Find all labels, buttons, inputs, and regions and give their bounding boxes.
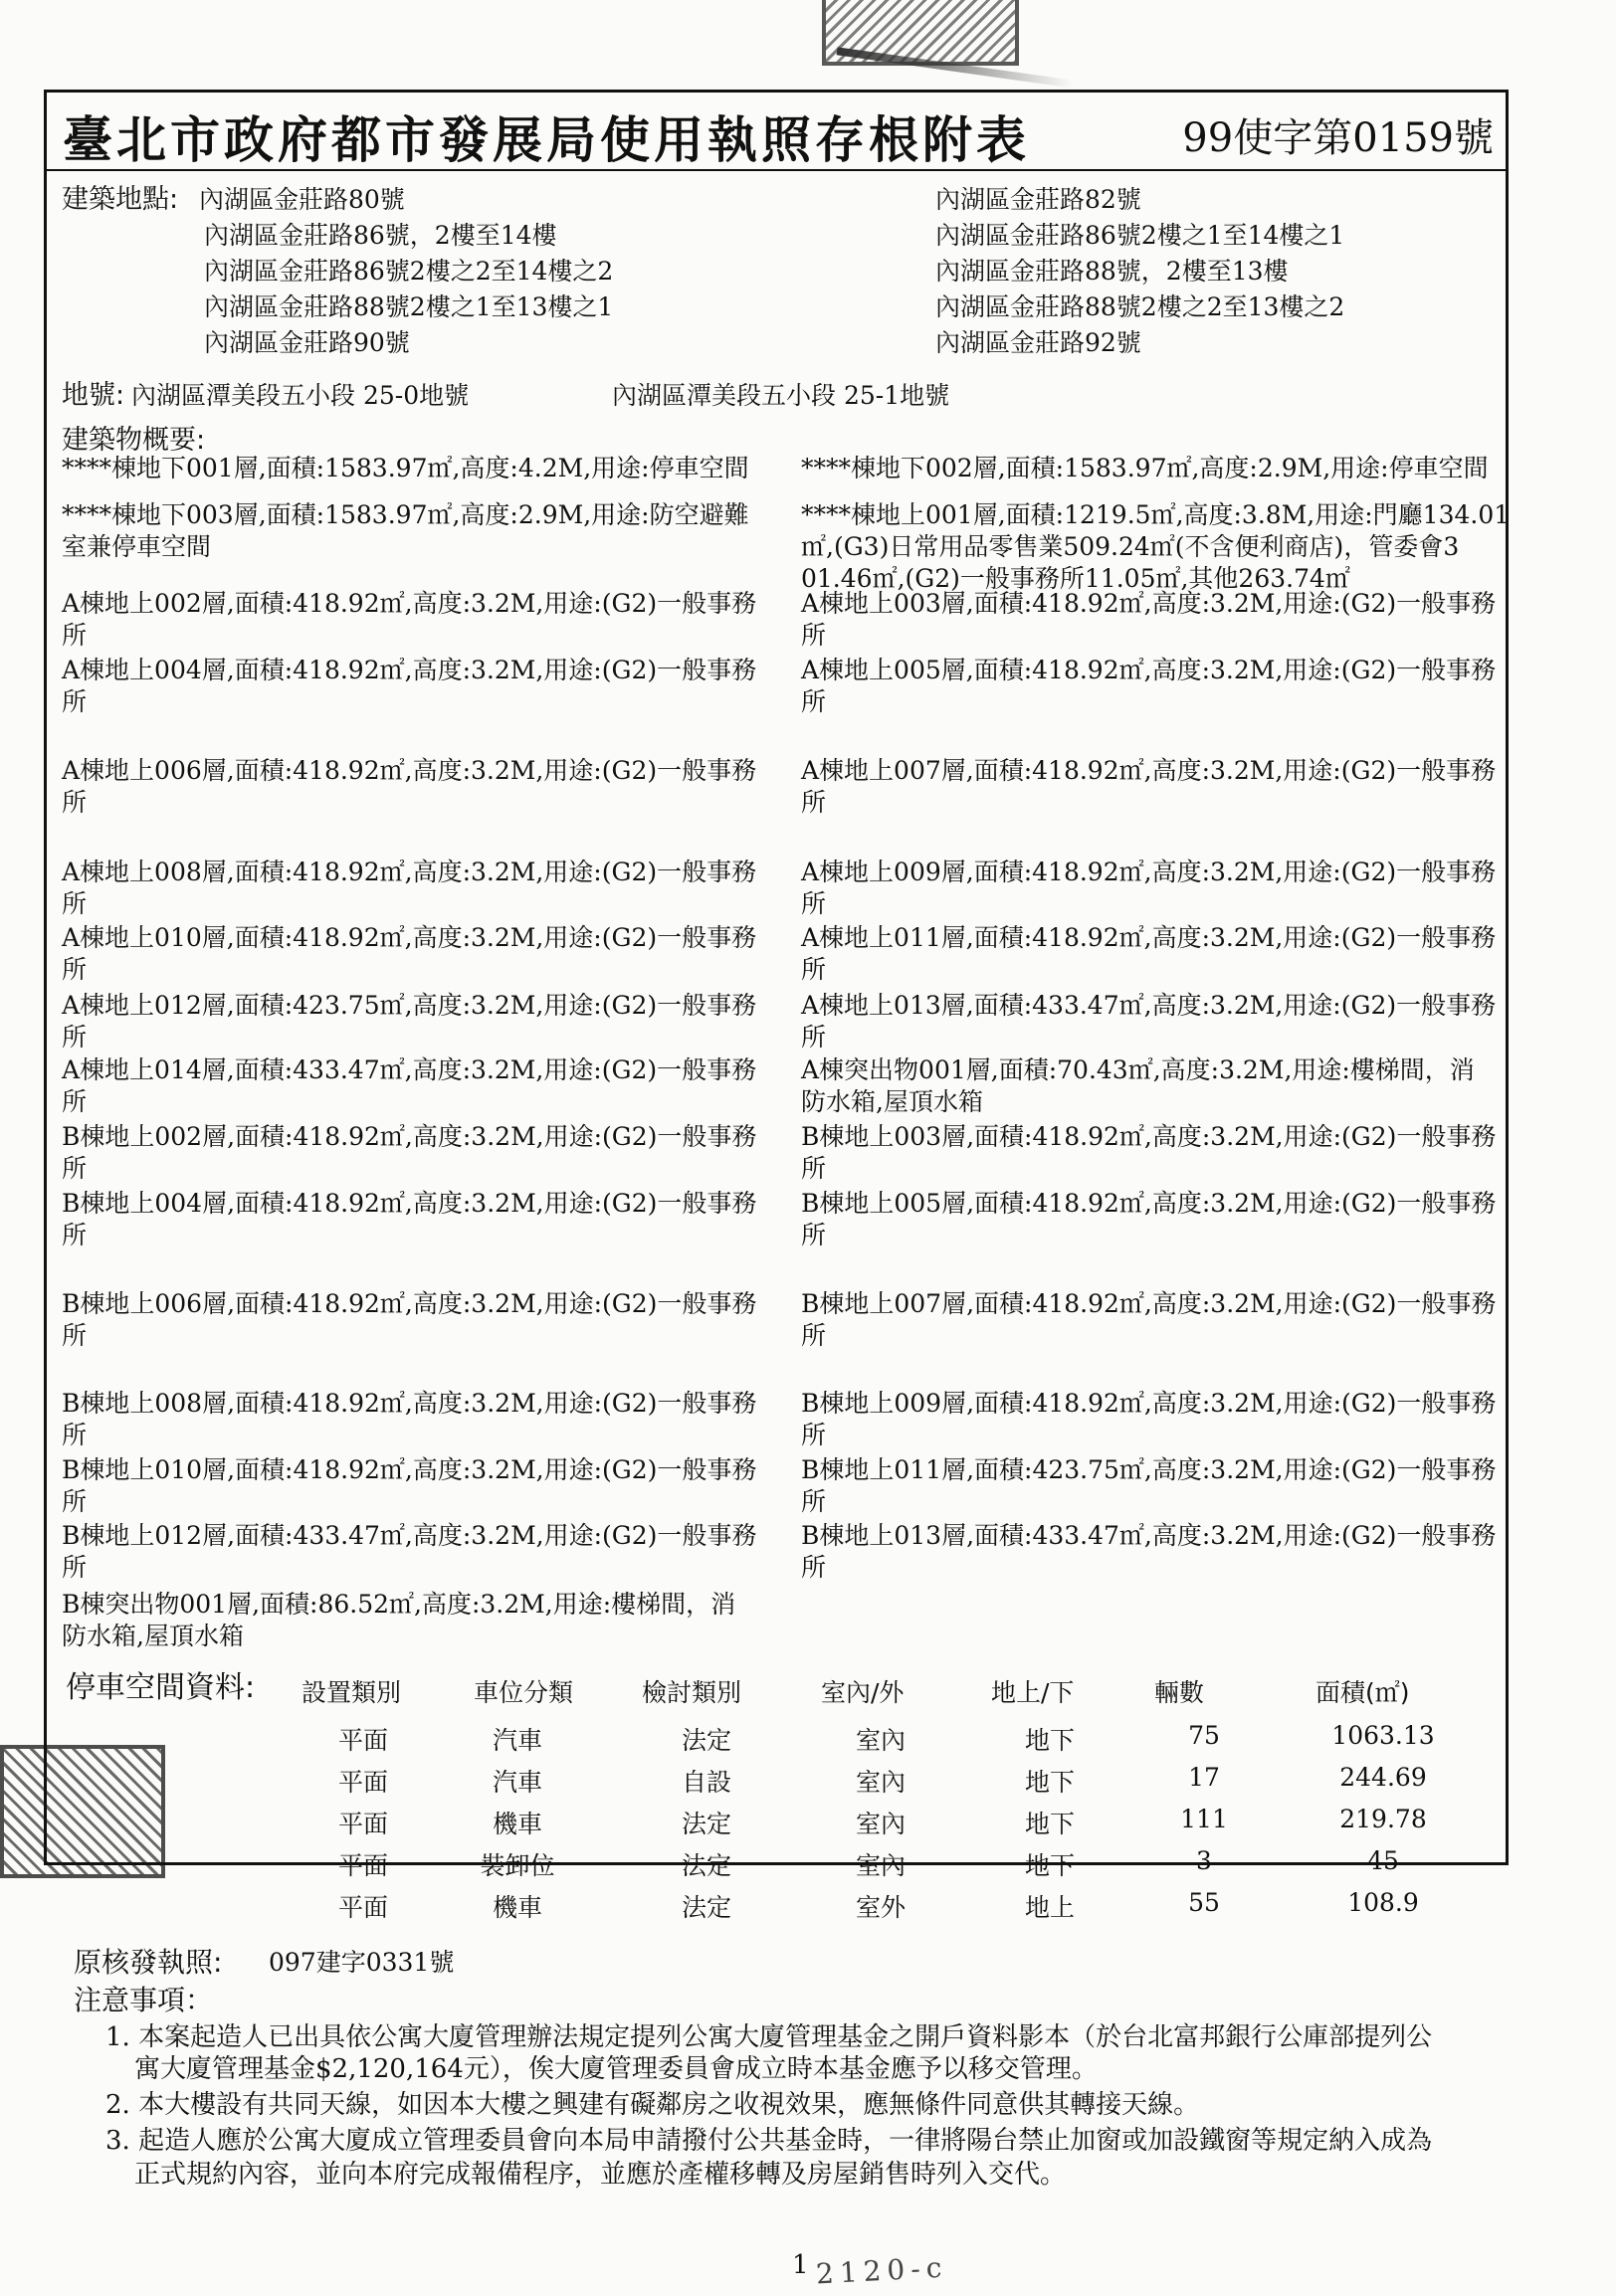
building-entry-right-cont: ㎡,(G3)日常用品零售業509.24㎡(不含便利商店)，管委會3 <box>801 532 1460 561</box>
building-entry-left: B棟地上002層,面積:418.92㎡,高度:3.2M,用途:(G2)一般事務 <box>62 1122 757 1151</box>
building-entry-left-cont: 所 <box>62 621 88 650</box>
parking-cell: 自設 <box>681 1768 731 1797</box>
notes-label: 注意事項： <box>74 1984 214 2016</box>
note-1: 1. 本案起造人已出具依公寓大廈管理辦法規定提列公寓大廈管理基金之開戶資料影本（於台北富邦銀行公庫部提列公 <box>105 2022 1433 2052</box>
building-entry-right-cont: 所 <box>801 788 827 817</box>
parking-cell: 111 <box>1180 1805 1228 1833</box>
building-entry-right: A棟地上013層,面積:433.47㎡,高度:3.2M,用途:(G2)一般事務 <box>801 991 1497 1020</box>
parking-cell: 219.78 <box>1339 1805 1427 1833</box>
parking-cell: 地下 <box>1024 1768 1075 1797</box>
building-entry-left-cont: 所 <box>62 1487 88 1516</box>
building-entry-left: ****棟地下003層,面積:1583.97㎡,高度:2.9M,用途:防空避難 <box>62 500 749 529</box>
parking-cell: 45 <box>1367 1846 1399 1875</box>
building-entry-right: B棟地上007層,面積:418.92㎡,高度:3.2M,用途:(G2)一般事務 <box>801 1289 1497 1318</box>
building-entry-right-cont: 防水箱,屋頂水箱 <box>801 1087 983 1116</box>
title-box <box>44 90 1509 172</box>
building-entry-right: B棟地上013層,面積:433.47㎡,高度:3.2M,用途:(G2)一般事務 <box>801 1521 1497 1550</box>
parking-cell: 地下 <box>1024 1726 1075 1755</box>
parking-cell: 室內 <box>855 1810 906 1838</box>
document-title: 臺北市政府都市發展局使用執照存根附表 <box>63 110 1030 169</box>
building-entry-left-cont: 室兼停車空間 <box>62 532 212 561</box>
note-1-cont: 寓大廈管理基金$2,120,164元），俟大廈管理委員會成立時本基金應予以移交管理。 <box>134 2054 1098 2084</box>
building-entry-right-cont: 所 <box>801 687 827 716</box>
address-right-2: 內湖區金莊路86號2樓之1至14樓之1 <box>935 221 1345 250</box>
address-right-1: 內湖區金莊路82號 <box>935 185 1141 214</box>
parking-cell: 55 <box>1188 1888 1220 1917</box>
building-entry-left: A棟地上012層,面積:423.75㎡,高度:3.2M,用途:(G2)一般事務 <box>62 991 757 1020</box>
parking-column-header: 地上/下 <box>991 1678 1075 1707</box>
building-entry-right: ****棟地下002層,面積:1583.97㎡,高度:2.9M,用途:停車空間 <box>801 454 1489 482</box>
parking-cell: 法定 <box>681 1851 731 1880</box>
parking-cell: 地下 <box>1024 1810 1075 1838</box>
parking-cell: 平面 <box>337 1726 388 1755</box>
parking-cell: 75 <box>1188 1721 1220 1750</box>
building-entry-right: B棟地上003層,面積:418.92㎡,高度:3.2M,用途:(G2)一般事務 <box>801 1122 1497 1151</box>
parking-column-header: 設置類別 <box>302 1678 402 1707</box>
original-permit-value: 097建字0331號 <box>269 1948 455 1977</box>
building-entry-left: ****棟地下001層,面積:1583.97㎡,高度:4.2M,用途:停車空間 <box>62 454 749 482</box>
parking-cell: 17 <box>1188 1763 1220 1792</box>
note-3: 3. 起造人應於公寓大廈成立管理委員會向本局申請撥付公共基金時，一律將陽台禁止加窗或加設鐵窗等規定納入成為 <box>105 2126 1433 2156</box>
building-entry-left-cont: 所 <box>62 788 88 817</box>
original-permit-label: 原核發執照: <box>74 1946 223 1979</box>
parking-column-header: 面積(㎡) <box>1315 1678 1410 1707</box>
lot-label: 地號: <box>62 380 125 411</box>
note-2: 2. 本大樓設有共同天線，如因本大樓之興建有礙鄰房之收視效果，應無條件同意供其轉接天線。 <box>105 2090 1200 2120</box>
parking-cell: 平面 <box>337 1851 388 1880</box>
building-entry-left: A棟地上008層,面積:418.92㎡,高度:3.2M,用途:(G2)一般事務 <box>62 858 757 886</box>
parking-cell: 室內 <box>855 1851 906 1880</box>
building-entry-left-cont: 所 <box>62 1321 88 1350</box>
building-entry-right-cont: 所 <box>801 1321 827 1350</box>
parking-column-header: 室內/外 <box>821 1678 905 1707</box>
address-left-1: 內湖區金莊路80號 <box>199 185 405 214</box>
building-entry-right: A棟地上003層,面積:418.92㎡,高度:3.2M,用途:(G2)一般事務 <box>801 589 1497 618</box>
parking-cell: 室外 <box>855 1893 906 1922</box>
parking-cell: 汽車 <box>492 1768 542 1797</box>
parking-cell: 室內 <box>855 1726 906 1755</box>
building-entry-right: A棟突出物001層,面積:70.43㎡,高度:3.2M,用途:樓梯間，消 <box>801 1055 1475 1084</box>
parking-cell: 法定 <box>681 1810 731 1838</box>
building-label: 建築物概要: <box>62 425 206 456</box>
building-entry-right: A棟地上007層,面積:418.92㎡,高度:3.2M,用途:(G2)一般事務 <box>801 756 1497 785</box>
building-entry-left-cont: 所 <box>62 1087 88 1116</box>
building-entry-right: A棟地上005層,面積:418.92㎡,高度:3.2M,用途:(G2)一般事務 <box>801 656 1497 684</box>
building-entry-left-cont: 所 <box>62 955 88 984</box>
building-entry-left-cont: 所 <box>62 889 88 918</box>
building-entry-left-cont: 所 <box>62 1154 88 1183</box>
parking-label: 停車空間資料: <box>66 1670 256 1705</box>
building-entry-left: B棟地上010層,面積:418.92㎡,高度:3.2M,用途:(G2)一般事務 <box>62 1455 757 1484</box>
building-entry-left: B棟地上012層,面積:433.47㎡,高度:3.2M,用途:(G2)一般事務 <box>62 1521 757 1550</box>
building-entry-right-cont: 所 <box>801 1154 827 1183</box>
building-entry-right-cont: 所 <box>801 955 827 984</box>
parking-cell: 平面 <box>337 1768 388 1797</box>
building-entry-left: A棟地上002層,面積:418.92㎡,高度:3.2M,用途:(G2)一般事務 <box>62 589 757 618</box>
building-entry-right-cont: 01.46㎡,(G2)一般事務所11.05㎡,其他263.74㎡ <box>801 564 1350 593</box>
parking-cell: 地上 <box>1024 1893 1075 1922</box>
note-3-cont: 正式規約內容，並向本府完成報備程序，並應於產權移轉及房屋銷售時列入交代。 <box>134 2160 1067 2190</box>
address-left-4: 內湖區金莊路88號2樓之1至13樓之1 <box>204 292 614 321</box>
building-entry-right: B棟地上005層,面積:418.92㎡,高度:3.2M,用途:(G2)一般事務 <box>801 1189 1497 1218</box>
parking-column-header: 檢討類別 <box>642 1678 742 1707</box>
building-entry-right: A棟地上011層,面積:418.92㎡,高度:3.2M,用途:(G2)一般事務 <box>801 923 1497 952</box>
parking-column-header: 車位分類 <box>474 1678 574 1707</box>
parking-cell: 機車 <box>492 1893 542 1922</box>
parking-cell: 法定 <box>681 1893 731 1922</box>
building-entry-right-cont: 所 <box>801 1421 827 1449</box>
address-left-2: 內湖區金莊路86號，2樓至14樓 <box>204 221 557 250</box>
building-entry-left-cont: 所 <box>62 687 88 716</box>
building-entry-left: B棟突出物001層,面積:86.52㎡,高度:3.2M,用途:樓梯間，消 <box>62 1590 736 1619</box>
parking-cell: 地下 <box>1024 1851 1075 1880</box>
permit-number: 99使字第0159號 <box>1182 115 1494 161</box>
building-entry-right: B棟地上011層,面積:423.75㎡,高度:3.2M,用途:(G2)一般事務 <box>801 1455 1497 1484</box>
building-entry-left: A棟地上010層,面積:418.92㎡,高度:3.2M,用途:(G2)一般事務 <box>62 923 757 952</box>
building-entry-right-cont: 所 <box>801 1221 827 1249</box>
building-entry-right: A棟地上009層,面積:418.92㎡,高度:3.2M,用途:(G2)一般事務 <box>801 858 1497 886</box>
building-entry-right-cont: 所 <box>801 1553 827 1582</box>
page-number: 1 <box>792 2250 809 2280</box>
address-label: 建築地點: <box>62 184 179 215</box>
address-right-3: 內湖區金莊路88號，2樓至13樓 <box>935 257 1289 286</box>
building-entry-left-cont: 所 <box>62 1023 88 1052</box>
address-left-3: 內湖區金莊路86號2樓之2至14樓之2 <box>204 257 614 286</box>
address-right-5: 內湖區金莊路92號 <box>935 328 1141 357</box>
building-entry-left: A棟地上006層,面積:418.92㎡,高度:3.2M,用途:(G2)一般事務 <box>62 756 757 785</box>
bottom-stamp: 2120-c <box>815 2250 949 2291</box>
lot-left: 內湖區潭美段五小段 25-0地號 <box>131 381 470 410</box>
building-entry-left-cont: 所 <box>62 1553 88 1582</box>
building-entry-left: B棟地上004層,面積:418.92㎡,高度:3.2M,用途:(G2)一般事務 <box>62 1189 757 1218</box>
building-entry-right: ****棟地上001層,面積:1219.5㎡,高度:3.8M,用途:門廳134.01 <box>801 500 1511 529</box>
parking-cell: 平面 <box>337 1893 388 1922</box>
building-entry-right: B棟地上009層,面積:418.92㎡,高度:3.2M,用途:(G2)一般事務 <box>801 1389 1497 1418</box>
building-entry-right-cont: 所 <box>801 889 827 918</box>
parking-cell: 平面 <box>337 1810 388 1838</box>
parking-cell: 室內 <box>855 1768 906 1797</box>
building-entry-left: A棟地上014層,面積:433.47㎡,高度:3.2M,用途:(G2)一般事務 <box>62 1055 757 1084</box>
building-entry-right-cont: 所 <box>801 1487 827 1516</box>
building-entry-left: B棟地上006層,面積:418.92㎡,高度:3.2M,用途:(G2)一般事務 <box>62 1289 757 1318</box>
parking-cell: 汽車 <box>492 1726 542 1755</box>
parking-cell: 裝卸位 <box>480 1851 555 1880</box>
building-entry-left-cont: 所 <box>62 1421 88 1449</box>
parking-cell: 244.69 <box>1339 1763 1427 1792</box>
address-left-5: 內湖區金莊路90號 <box>204 328 410 357</box>
parking-column-header: 輛數 <box>1154 1678 1205 1707</box>
building-entry-right-cont: 所 <box>801 621 827 650</box>
parking-cell: 法定 <box>681 1726 731 1755</box>
building-entry-left: B棟地上008層,面積:418.92㎡,高度:3.2M,用途:(G2)一般事務 <box>62 1389 757 1418</box>
building-entry-left-cont: 防水箱,屋頂水箱 <box>62 1622 244 1650</box>
building-entry-left-cont: 所 <box>62 1221 88 1249</box>
parking-cell: 機車 <box>492 1810 542 1838</box>
parking-cell: 108.9 <box>1347 1888 1419 1917</box>
building-entry-right-cont: 所 <box>801 1023 827 1052</box>
lot-right: 內湖區潭美段五小段 25-1地號 <box>612 381 950 410</box>
building-entry-left: A棟地上004層,面積:418.92㎡,高度:3.2M,用途:(G2)一般事務 <box>62 656 757 684</box>
parking-cell: 1063.13 <box>1331 1721 1435 1750</box>
parking-cell: 3 <box>1196 1846 1212 1875</box>
address-right-4: 內湖區金莊路88號2樓之2至13樓之2 <box>935 292 1345 321</box>
